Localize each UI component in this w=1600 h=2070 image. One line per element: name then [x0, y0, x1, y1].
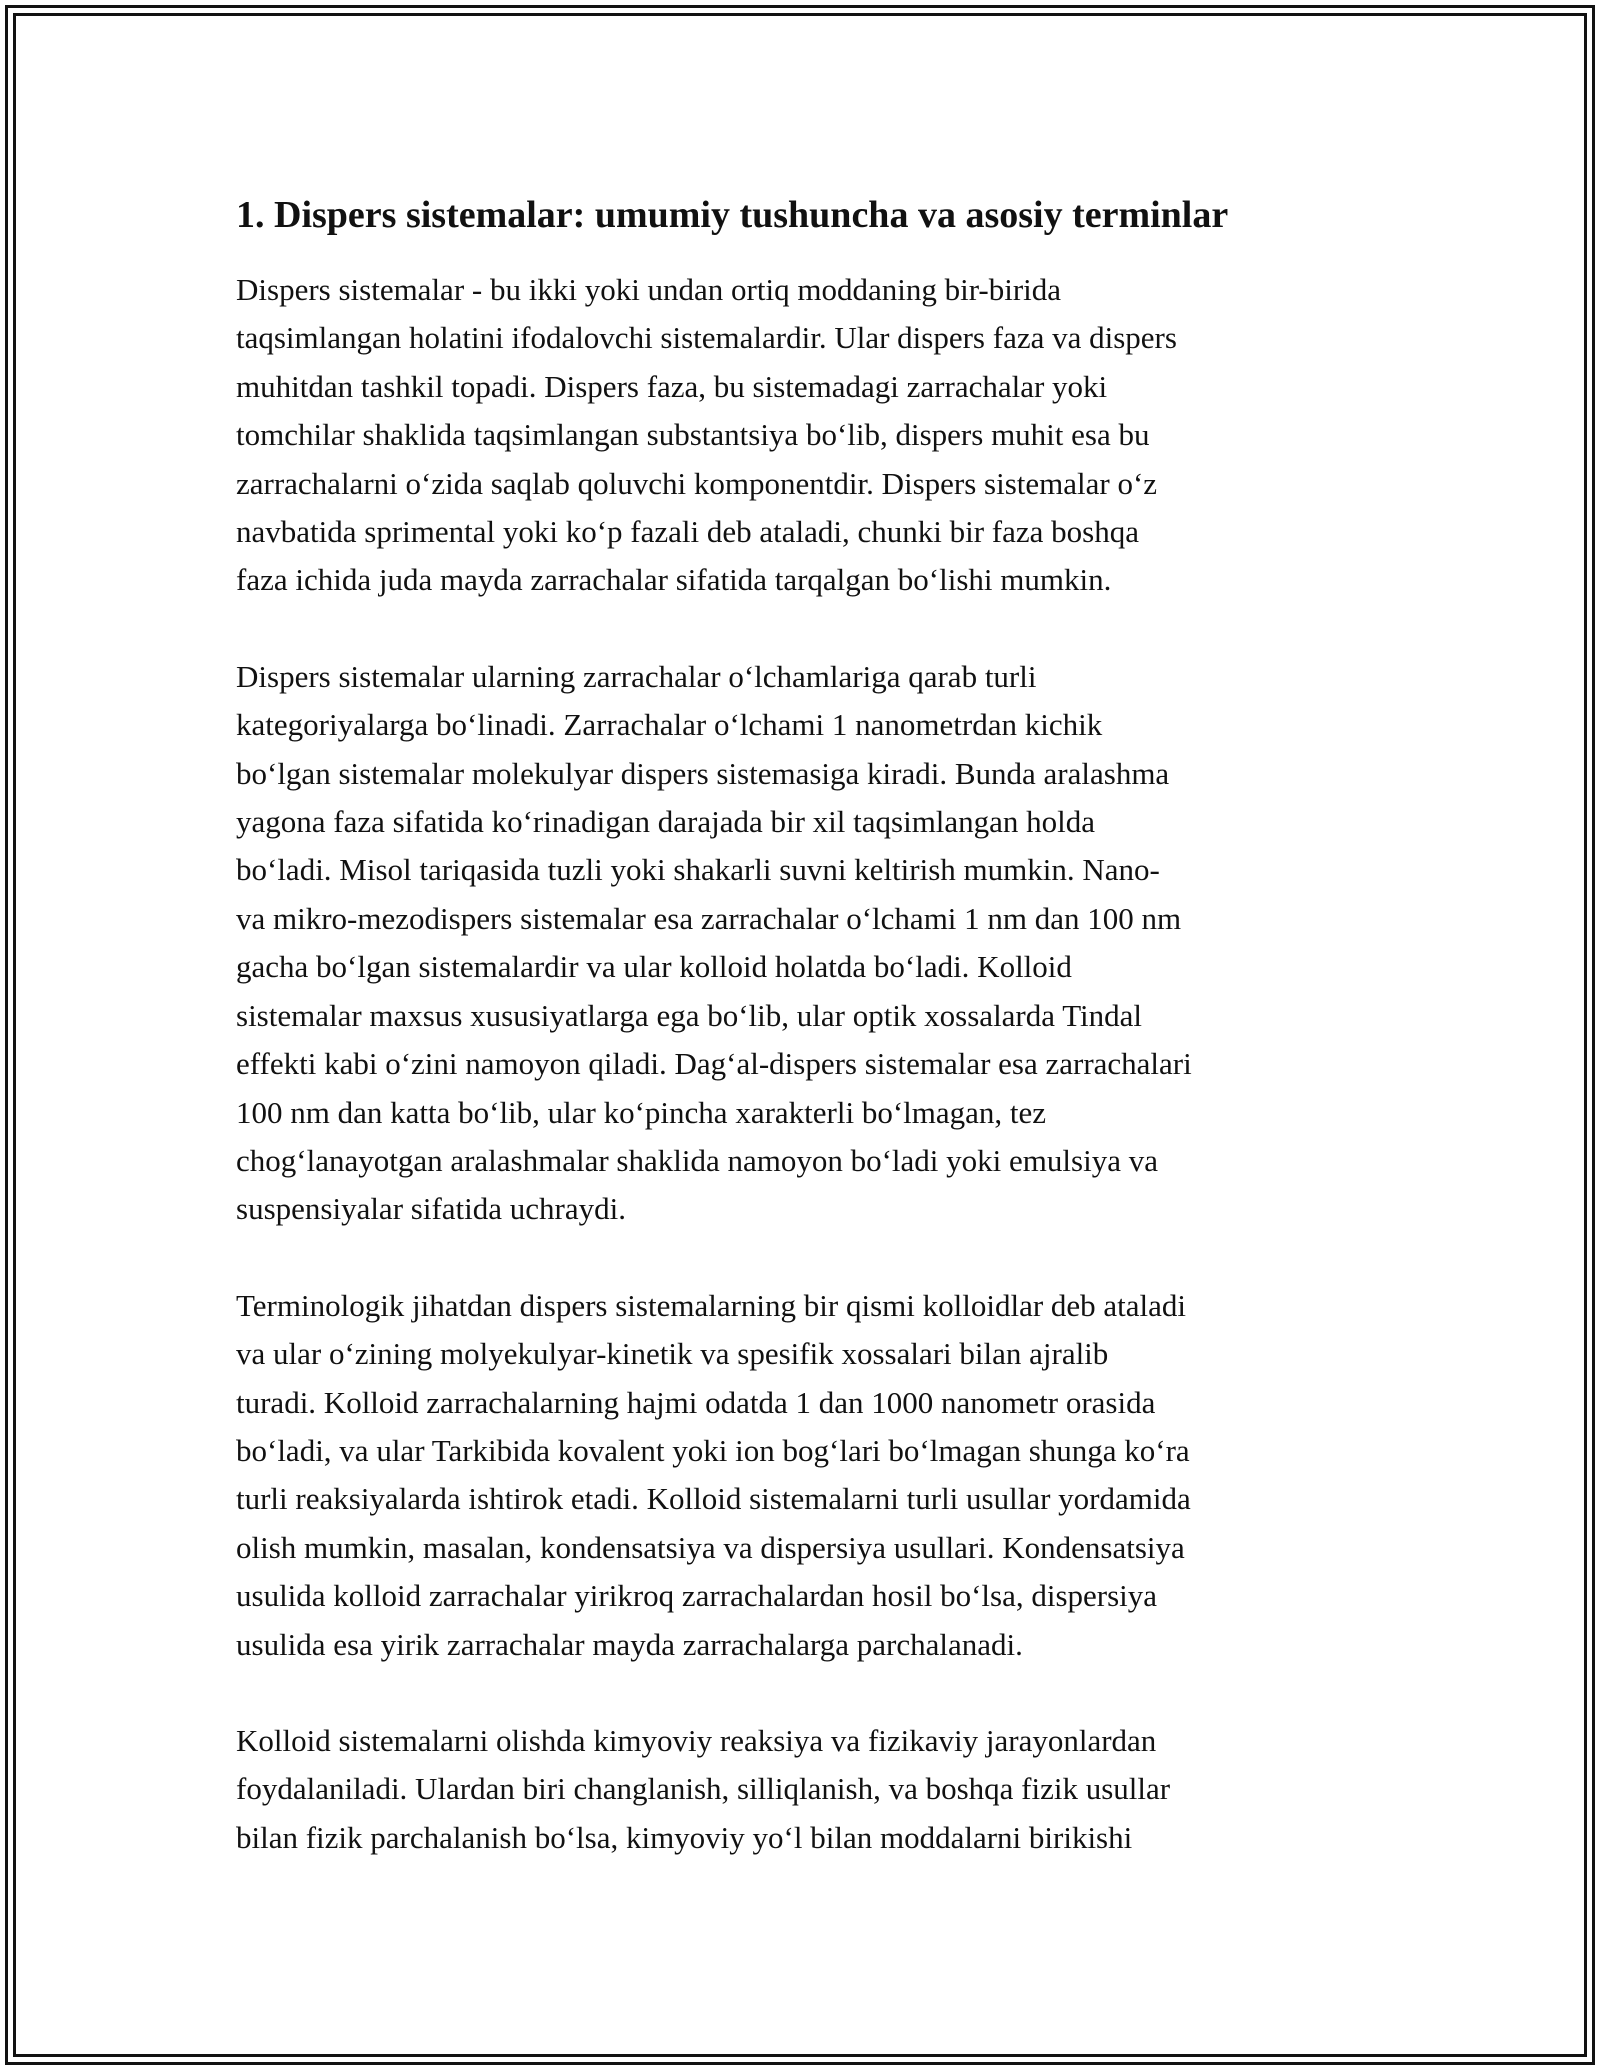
document-body [236, 184, 1372, 1910]
paragraph-4: Kolloid sistemalarni olishda kimyoviy reaksiya va fizikaviy jarayonlardan foydalaniladi. Ulardan biri changlanish, silliqlanish, va boshqa fizik usullar bilan fizik parchalanish boʻlsa, kimyoviy yoʻl bilan moddalarni birikishi [236, 1722, 1171, 1855]
paragraph-1: Dispers sistemalar - bu ikki yoki undan ortiq moddaning bir-birida taqsimlangan holatini ifodalovchi sistemalardir. Ular dispers faza va dispers muhitdan tashkil topadi. Dispers faza, bu sistemadagi zarrachalar yoki tomchilar shaklida taqsimlangan substantsiya boʻlib, dispers muhit esa bu zarrachalarni oʻzida saqlab qoluvchi komponentdir. Dispers sistemalar oʻz navbatida sprimental yoki koʻp fazali deb ataladi, chunki bir faza boshqa faza ichida juda mayda zarrachalar sifatida tarqalgan boʻlishi mumkin. [236, 272, 1177, 598]
section-heading: 1. Dispers sistemalar: umumiy tushuncha va asosiy terminlar [236, 194, 1229, 236]
paragraph-3: Terminologik jihatdan dispers sistemalarning bir qismi kolloidlar deb ataladi va ular oʻzining molyekulyar-kinetik va spesifik xossalari bilan ajralib turadi. Kolloid zarrachalarning hajmi odatda 1 dan 1000 nanometr orasida boʻladi, va ular Tarkibida kovalent yoki ion bogʻlari boʻlmagan shunga koʻra turli reaksiyalarda ishtirok etadi. Kolloid sistemalarni turli usullar yordamida olish mumkin, masalan, kondensatsiya va dispersiya usullari. Kondensatsiya usulida kolloid zarrachalar yirikroq zarrachalardan hosil boʻlsa, dispersiya usulida esa yirik zarrachalar mayda zarrachalarga parchalanadi. [236, 1287, 1191, 1662]
paragraph-2: Dispers sistemalar ularning zarrachalar oʻlchamlariga qarab turli kategoriyalarga boʻlinadi. Zarrachalar oʻlchami 1 nanometrdan kichik boʻlgan sistemalar molekulyar dispers sistemasiga kiradi. Bunda aralashma yagona faza sifatida koʻrinadigan darajada bir xil taqsimlangan holda boʻladi. Misol tariqasida tuzli yoki shakarli suvni keltirish mumkin. Nano- va mikro-mezodispers sistemalar esa zarrachalar oʻlchami 1 nm dan 100 nm gacha boʻlgan sistemalardir va ular kolloid holatda boʻladi. Kolloid sistemalar maxsus xususiyatlarga ega boʻlib, ular optik xossalarda Tindal effekti kabi oʻzini namoyon qiladi. Dagʻal-dispers sistemalar esa zarrachalari 100 nm dan katta boʻlib, ular koʻpincha xarakterli boʻlmagan, tez chogʻlanayotgan aralashmalar shaklida namoyon boʻladi yoki emulsiya va suspensiyalar sifatida uchraydi. [236, 658, 1192, 1227]
